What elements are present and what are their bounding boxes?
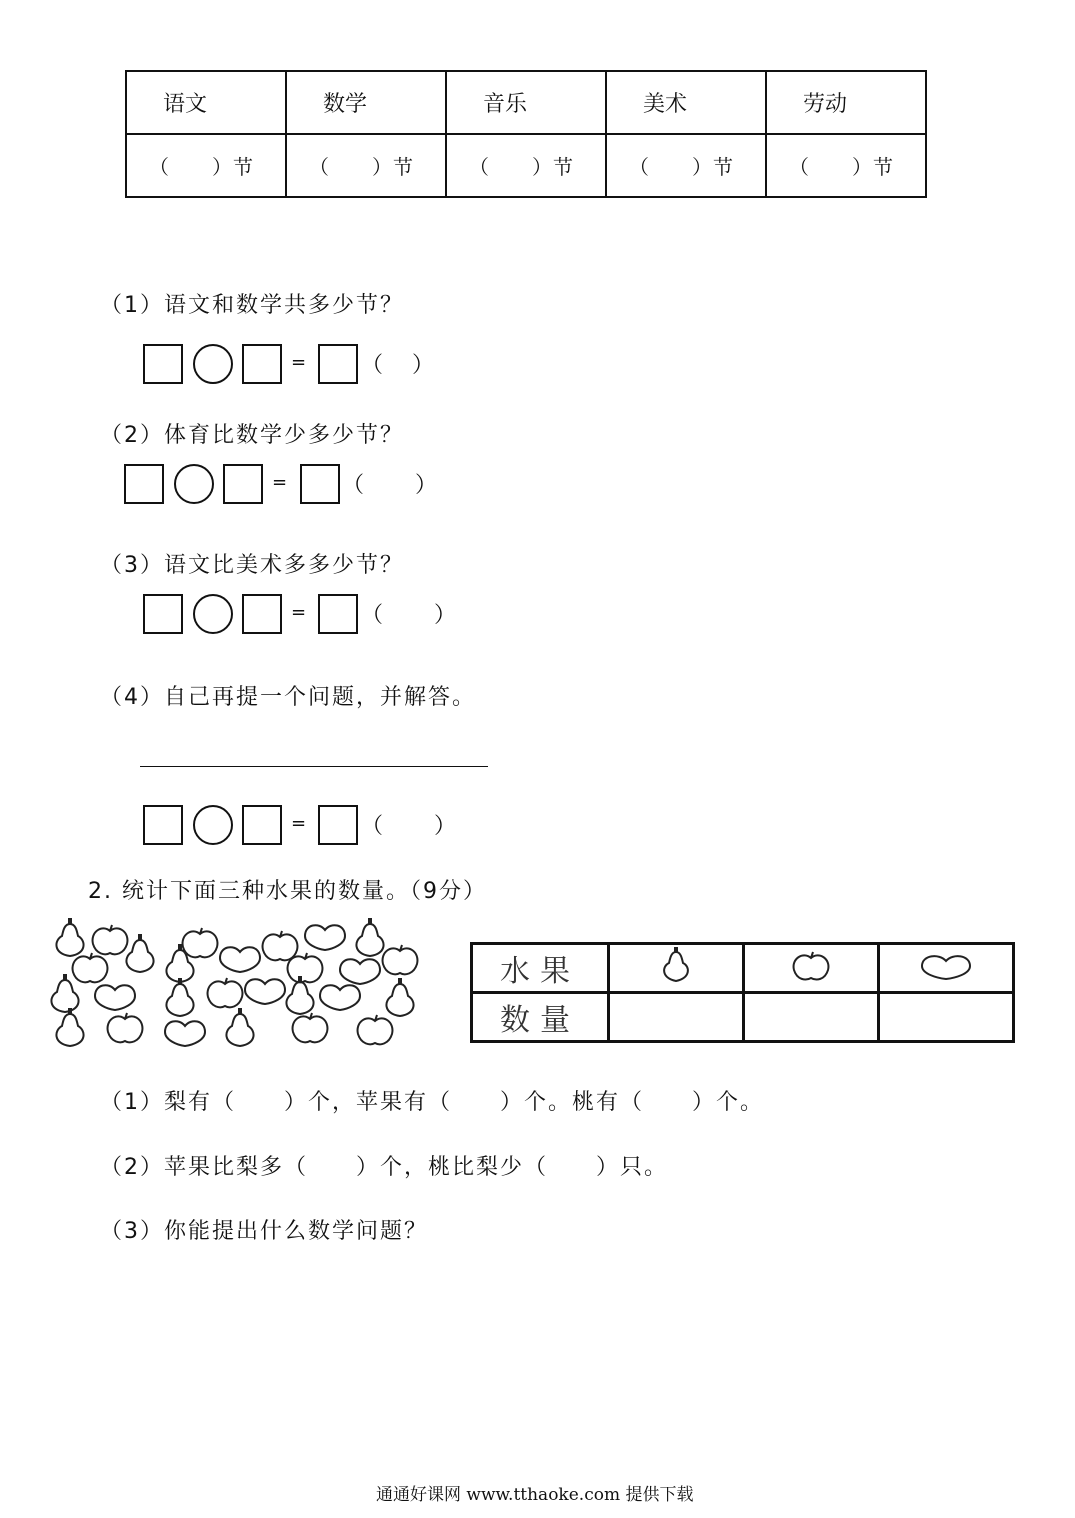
fruit-count-label: 数量 (472, 993, 609, 1042)
question-1-1: （1）语文和数学共多少节？ (100, 293, 404, 318)
question-1-4: （4）自己再提一个问题，并解答。 (100, 685, 476, 710)
subject-table (125, 70, 927, 198)
pear-count-cell[interactable] (609, 993, 744, 1042)
number-box[interactable] (242, 594, 282, 634)
equals-sign: = (291, 813, 307, 834)
lesson-count-blank[interactable]: （ ）节 (766, 134, 926, 197)
fruit-header-row (472, 944, 1014, 993)
operator-circle[interactable] (193, 805, 233, 845)
fruit-count-table (470, 942, 1015, 1043)
answer-box[interactable] (318, 344, 358, 384)
page-footer: 通通好课网 www.tthaoke.com 提供下载 (376, 1485, 694, 1505)
question-1-3: （3）语文比美术多多少节？ (100, 553, 404, 578)
unit-blank[interactable]: （ ） (361, 353, 434, 378)
apple-count-cell[interactable] (744, 993, 879, 1042)
number-box[interactable] (223, 464, 263, 504)
lesson-count-row (126, 134, 926, 197)
fruit-column-peach (879, 944, 1014, 993)
subject-cell: 语文 (126, 71, 286, 134)
number-box[interactable] (242, 805, 282, 845)
question-2-1: （1）梨有（ ）个，苹果有（ ）个。桃有（ ）个。 (100, 1090, 764, 1115)
subject-cell: 劳动 (766, 71, 926, 134)
number-box[interactable] (143, 594, 183, 634)
section-2-title: 2. 统计下面三种水果的数量。（9分） (88, 879, 487, 904)
question-2-3: （3）你能提出什么数学问题？ (100, 1219, 428, 1244)
lesson-count-blank[interactable]: （ ）节 (286, 134, 446, 197)
number-box[interactable] (124, 464, 164, 504)
operator-circle[interactable] (193, 344, 233, 384)
number-box[interactable] (242, 344, 282, 384)
unit-blank[interactable]: （ ） (361, 814, 456, 839)
number-box[interactable] (143, 344, 183, 384)
answer-box[interactable] (318, 594, 358, 634)
subject-cell: 数学 (286, 71, 446, 134)
pear-icon (651, 946, 701, 986)
question-1-2: （2）体育比数学少多少节？ (100, 423, 404, 448)
subject-row (126, 71, 926, 134)
fruit-column-apple (744, 944, 879, 993)
lesson-count-blank[interactable]: （ ）节 (446, 134, 606, 197)
fruit-picture (40, 918, 425, 1053)
lesson-count-blank[interactable]: （ ）节 (606, 134, 766, 197)
question-2-2: （2）苹果比梨多（ ）个，桃比梨少（ ）只。 (100, 1155, 668, 1180)
equals-sign: = (291, 352, 307, 373)
unit-blank[interactable]: （ ） (361, 603, 456, 628)
equals-sign: = (272, 472, 288, 493)
number-box[interactable] (143, 805, 183, 845)
subject-cell: 音乐 (446, 71, 606, 134)
fruit-column-pear (609, 944, 744, 993)
peach-icon (914, 946, 978, 986)
apple-icon (781, 946, 841, 986)
lesson-count-blank[interactable]: （ ）节 (126, 134, 286, 197)
peach-count-cell[interactable] (879, 993, 1014, 1042)
subject-cell: 美术 (606, 71, 766, 134)
operator-circle[interactable] (193, 594, 233, 634)
equals-sign: = (291, 602, 307, 623)
operator-circle[interactable] (174, 464, 214, 504)
fruit-count-row (472, 993, 1014, 1042)
answer-box[interactable] (318, 805, 358, 845)
fruit-header-label: 水果 (472, 944, 609, 993)
unit-blank[interactable]: （ ） (342, 473, 437, 498)
answer-line[interactable] (140, 766, 488, 767)
answer-box[interactable] (300, 464, 340, 504)
